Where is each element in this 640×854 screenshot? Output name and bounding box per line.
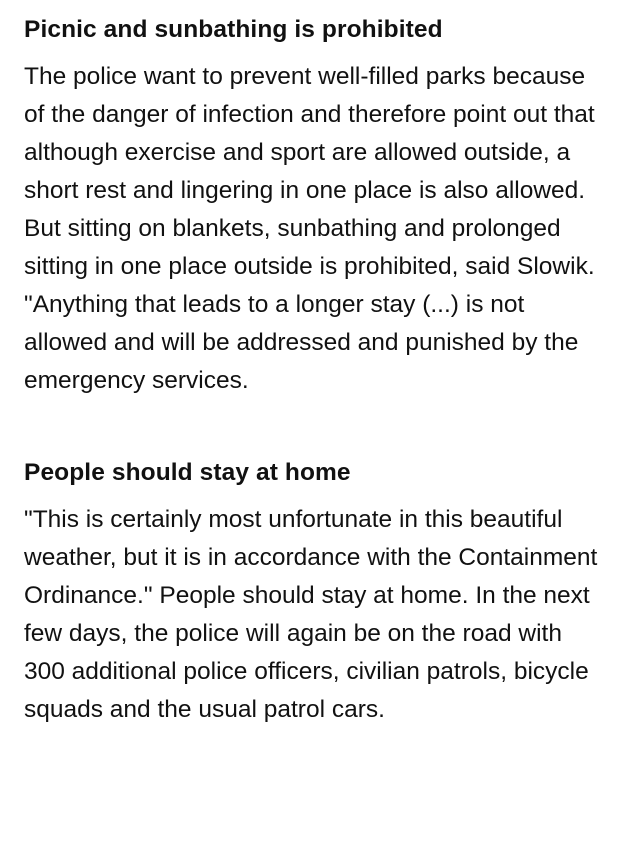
article-text [24,12,624,729]
section-spacer [24,400,624,455]
section-paragraph-stay-home: "This is certainly most unfortunate in this beautiful weather, but it is in accordance with the Containment Ordinance." People should stay at home. In the next few days, the police will again be on the road with 300 additional police officers, civilian patrols, bicycle squads and the usual patrol cars. [24,506,598,723]
section-heading-stay-home: People should stay at home [24,459,351,486]
section-heading-picnic: Picnic and sunbathing is prohibited [24,16,443,43]
section-paragraph-picnic: The police want to prevent well-filled parks because of the danger of infection and therefore point out that although exercise and sport are allowed outside, a short rest and lingering in one place is also allowed. But sitting on blankets, sunbathing and prolonged sitting in one place outside is prohibited, said Slowik. "Anything that leads to a longer stay (...) is not allowed and will be addressed and punished by the emergency services. [24,63,595,394]
